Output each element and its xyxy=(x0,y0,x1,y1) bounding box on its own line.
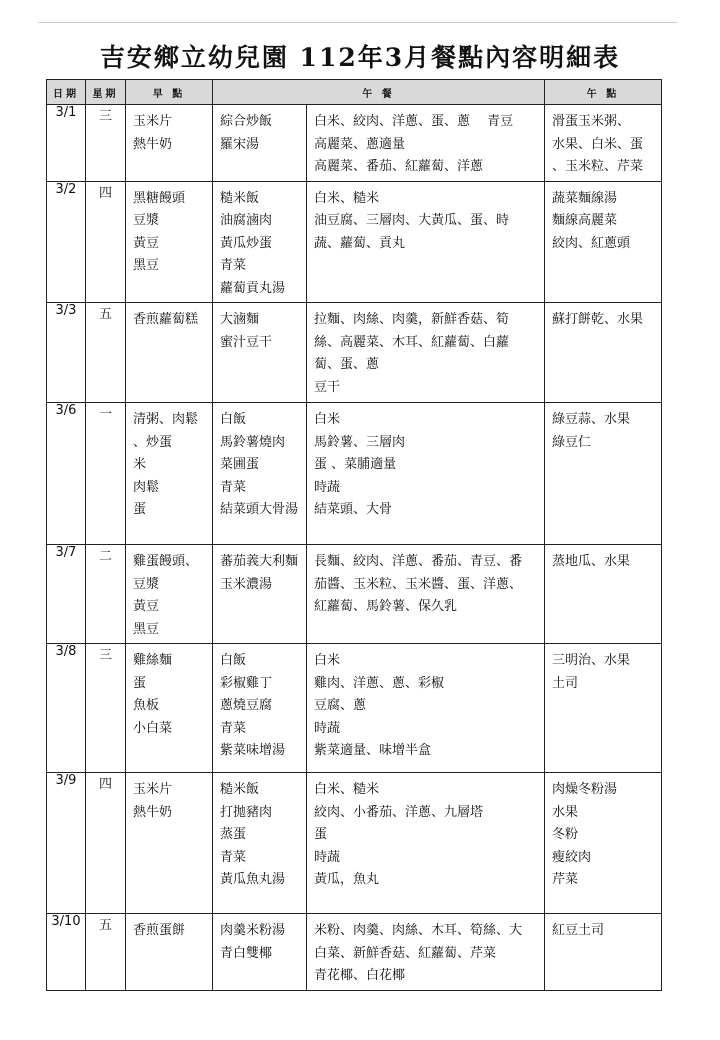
lunch-ingredients-cell xyxy=(307,545,545,644)
menu-line: 白米 xyxy=(314,412,341,427)
lunch-dish-cell xyxy=(213,105,307,182)
menu-line: 綠豆蒜、水果 xyxy=(552,412,631,427)
menu-line: 白飯 xyxy=(220,653,247,668)
table-row xyxy=(47,105,662,182)
menu-line: 打拋豬肉 xyxy=(220,804,273,820)
table-row xyxy=(47,644,662,773)
menu-line: 豆干 xyxy=(314,379,341,395)
menu-line: 蔬、蘿蔔、貢丸 xyxy=(314,235,406,251)
menu-line: 彩椒雞丁 xyxy=(220,675,273,691)
menu-line: 茄醬、玉米粒、玉米醬、蛋、洋蔥、 xyxy=(314,576,523,592)
menu-line: 魚板 xyxy=(133,698,160,713)
lunch-ingredients-cell xyxy=(307,105,545,182)
menu-line: 高麗菜、番茄、紅蘿蔔、洋蔥 xyxy=(314,159,484,174)
snack-cell xyxy=(545,773,662,914)
lunch-dish-cell xyxy=(213,644,307,773)
breakfast-cell xyxy=(126,403,213,545)
menu-line: 青菜 xyxy=(220,849,247,865)
menu-line: 熱牛奶 xyxy=(133,136,173,152)
header-lunch: 午 餐 xyxy=(213,80,545,105)
menu-line: 紅豆土司 xyxy=(552,923,605,938)
menu-line: 拉麵、肉絲、肉羹，新鮮香菇、筍 xyxy=(314,312,510,327)
menu-line: 白菜、新鮮香菇、紅蘿蔔、芹菜 xyxy=(314,945,497,961)
page-title: 吉安鄉立幼兒園 112年3月餐點內容明細表 xyxy=(99,43,621,72)
lunch-ingredients-cell xyxy=(307,303,545,403)
menu-line: 青菜 xyxy=(220,258,247,273)
menu-line: 玉米片 xyxy=(133,782,173,797)
menu-line: 馬鈴薯燒肉 xyxy=(220,434,286,450)
menu-line: 冬粉 xyxy=(552,827,579,842)
menu-line: 三明治、水果 xyxy=(552,653,631,668)
date-cell: 3/6 xyxy=(47,403,86,545)
menu-line: 蕃茄義大利麵 xyxy=(220,554,299,569)
header-date: 日期 xyxy=(47,80,86,105)
lunch-ingredients-cell xyxy=(307,914,545,991)
menu-line: 黃豆 xyxy=(133,599,160,614)
weekday-cell: 一 xyxy=(86,403,126,545)
weekday-cell: 三 xyxy=(86,105,126,182)
menu-line: 蘇打餅乾、水果 xyxy=(552,312,644,327)
menu-line: 豆漿 xyxy=(133,576,160,592)
lunch-dish-cell xyxy=(213,403,307,545)
breakfast-cell xyxy=(126,105,213,182)
menu-line: 肉燥冬粉湯 xyxy=(552,782,618,797)
menu-line: 青菜 xyxy=(220,720,247,736)
menu-line: 蛋 xyxy=(133,675,147,691)
lunch-ingredients-cell xyxy=(307,181,545,303)
menu-line: 黃瓜魚丸湯 xyxy=(220,872,286,887)
menu-line: 肉鬆 xyxy=(133,479,160,495)
menu-line: 白米 xyxy=(314,653,341,668)
menu-line: 芹菜 xyxy=(552,872,579,887)
menu-line: 馬鈴薯、三層肉 xyxy=(314,434,406,450)
menu-line: 、玉米粒、芹菜 xyxy=(552,159,644,174)
date-cell: 3/7 xyxy=(47,545,86,644)
header-snack: 午 點 xyxy=(545,80,662,105)
date-cell: 3/3 xyxy=(47,303,86,403)
menu-line: 黑豆 xyxy=(133,621,160,637)
menu-line: 蔔、蛋、蔥 xyxy=(314,357,380,372)
table-row xyxy=(47,773,662,914)
menu-line: 紫菜味增湯 xyxy=(220,743,286,758)
menu-table xyxy=(46,79,662,991)
menu-line: 油豆腐、三層肉、大黃瓜、蛋、時 xyxy=(314,213,510,228)
menu-line: 瘦絞肉 xyxy=(552,849,592,865)
menu-line: 黑豆 xyxy=(133,258,160,273)
lunch-ingredients-cell xyxy=(307,644,545,773)
menu-line: 米粉、肉羹、肉絲、木耳、筍絲、大 xyxy=(314,923,523,938)
menu-line: 絲、高麗菜、木耳、紅蘿蔔、白蘿 xyxy=(314,334,510,350)
menu-body xyxy=(47,105,662,991)
table-row xyxy=(47,914,662,991)
breakfast-cell xyxy=(126,773,213,914)
table-row xyxy=(47,303,662,403)
menu-line: 滑蛋玉米粥、 xyxy=(552,114,631,129)
menu-line: 白米、糙米 xyxy=(314,190,380,206)
menu-line: 小白菜 xyxy=(133,720,173,736)
menu-line: 蔥燒豆腐 xyxy=(220,698,273,713)
table-row xyxy=(47,181,662,303)
menu-line: 菜圃蛋 xyxy=(220,457,260,472)
menu-line: 豆漿 xyxy=(133,213,160,228)
menu-line: 時蔬 xyxy=(314,849,341,865)
lunch-dish-cell xyxy=(213,181,307,303)
snack-cell xyxy=(545,105,662,182)
menu-line: 黃瓜炒蛋 xyxy=(220,235,273,251)
lunch-dish-cell xyxy=(213,545,307,644)
lunch-dish-cell xyxy=(213,773,307,914)
weekday-cell: 五 xyxy=(86,914,126,991)
menu-line: 蔬菜麵線湯 xyxy=(552,190,618,206)
table-header-row xyxy=(47,80,662,105)
menu-line: 青白雙椰 xyxy=(220,945,273,961)
breakfast-cell xyxy=(126,914,213,991)
menu-line: 雞蛋饅頭、 xyxy=(133,554,199,569)
menu-line: 雞肉、洋蔥、蔥、彩椒 xyxy=(314,675,445,691)
menu-line: 羅宋湯 xyxy=(220,136,260,152)
snack-cell xyxy=(545,303,662,403)
menu-line: 糙米飯 xyxy=(220,782,260,797)
weekday-cell: 四 xyxy=(86,181,126,303)
menu-line: 長麵、絞肉、洋蔥、番茄、青豆、番 xyxy=(314,554,523,569)
breakfast-cell xyxy=(126,644,213,773)
date-cell: 3/10 xyxy=(47,914,86,991)
menu-line: 黑糖饅頭 xyxy=(133,190,186,206)
menu-line: 白米、絞肉、洋蔥、蛋、蔥 青豆 xyxy=(314,114,514,129)
menu-line: 蛋 、菜脯適量 xyxy=(314,457,397,472)
menu-line: 、炒蛋 xyxy=(133,434,173,450)
breakfast-cell xyxy=(126,545,213,644)
breakfast-cell xyxy=(126,181,213,303)
menu-line: 蘿蔔貢丸湯 xyxy=(220,280,286,296)
lunch-ingredients-cell xyxy=(307,773,545,914)
menu-line: 絞肉、小番茄、洋蔥、九層塔 xyxy=(314,804,484,820)
lunch-dish-cell xyxy=(213,914,307,991)
menu-line: 水果 xyxy=(552,804,579,820)
menu-line: 豆腐、蔥 xyxy=(314,698,367,713)
table-row xyxy=(47,545,662,644)
snack-cell xyxy=(545,914,662,991)
top-rule xyxy=(38,22,678,23)
menu-line: 香煎蛋餅 xyxy=(133,923,186,938)
menu-line: 時蔬 xyxy=(314,479,341,495)
menu-line: 玉米片 xyxy=(133,114,173,129)
menu-line: 青菜 xyxy=(220,479,247,495)
menu-line: 紅蘿蔔、馬鈴薯、保久乳 xyxy=(314,599,458,614)
menu-line: 黃瓜，魚丸 xyxy=(314,872,380,887)
menu-line: 麵線高麗菜 xyxy=(552,213,618,228)
date-cell: 3/2 xyxy=(47,181,86,303)
menu-line: 蒸地瓜、水果 xyxy=(552,554,631,569)
weekday-cell: 五 xyxy=(86,303,126,403)
snack-cell xyxy=(545,403,662,545)
menu-line: 蜜汁豆干 xyxy=(220,334,273,350)
table-row xyxy=(47,403,662,545)
menu-line: 白米、糙米 xyxy=(314,782,380,797)
menu-line: 水果、白米、蛋 xyxy=(552,136,644,152)
date-cell: 3/1 xyxy=(47,105,86,182)
menu-line: 肉羹米粉湯 xyxy=(220,923,286,938)
snack-cell xyxy=(545,644,662,773)
weekday-cell: 四 xyxy=(86,773,126,914)
menu-line: 絞肉、紅蔥頭 xyxy=(552,235,631,251)
menu-line: 大滷麵 xyxy=(220,312,260,327)
date-cell: 3/9 xyxy=(47,773,86,914)
breakfast-cell xyxy=(126,303,213,403)
menu-line: 油腐滷肉 xyxy=(220,213,273,228)
menu-line: 黃豆 xyxy=(133,235,160,251)
lunch-dish-cell xyxy=(213,303,307,403)
menu-line: 結菜頭大骨湯 xyxy=(220,502,299,517)
menu-line: 蛋 xyxy=(133,502,147,517)
weekday-cell: 三 xyxy=(86,644,126,773)
menu-line: 綜合炒飯 xyxy=(220,114,273,129)
menu-line: 玉米濃湯 xyxy=(220,576,273,592)
menu-line: 白飯 xyxy=(220,412,247,427)
menu-line: 紫菜適量、味增半盒 xyxy=(314,743,432,758)
menu-line: 蒸蛋 xyxy=(220,827,247,842)
menu-line: 時蔬 xyxy=(314,720,341,736)
header-weekday: 星期 xyxy=(86,80,126,105)
menu-line: 糙米飯 xyxy=(220,190,260,206)
menu-line: 雞絲麵 xyxy=(133,653,173,668)
menu-line: 熱牛奶 xyxy=(133,804,173,820)
snack-cell xyxy=(545,181,662,303)
menu-line: 土司 xyxy=(552,675,579,691)
menu-line: 蛋 xyxy=(314,827,328,842)
date-cell: 3/8 xyxy=(47,644,86,773)
lunch-ingredients-cell xyxy=(307,403,545,545)
menu-line: 米 xyxy=(133,457,147,472)
menu-line: 高麗菜、蔥適量 xyxy=(314,136,406,152)
snack-cell xyxy=(545,545,662,644)
header-breakfast: 早 點 xyxy=(126,80,213,105)
menu-line: 綠豆仁 xyxy=(552,434,592,450)
menu-line: 青花椰、白花椰 xyxy=(314,968,406,983)
menu-line: 結菜頭、大骨 xyxy=(314,502,393,517)
menu-line: 香煎蘿蔔糕 xyxy=(133,312,199,327)
weekday-cell: 二 xyxy=(86,545,126,644)
menu-line: 清粥、肉鬆 xyxy=(133,412,199,427)
